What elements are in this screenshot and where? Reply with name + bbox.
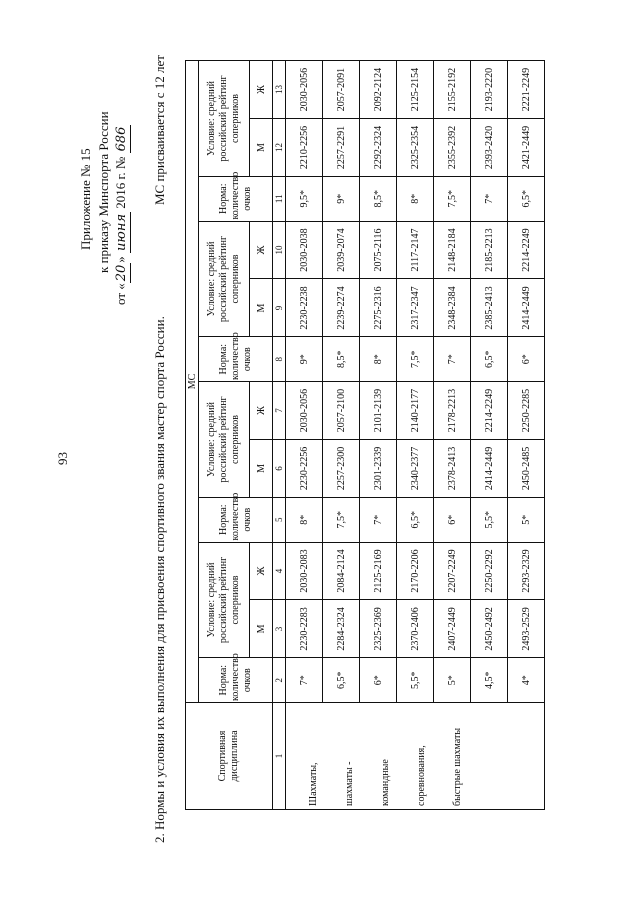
col-index: 12 [273,119,286,177]
discipline-cell [286,703,545,810]
table-cell: 2325-2369 [360,600,397,658]
discipline-line: быстрые шахматы [452,727,463,806]
table-cell: 2378-2413 [434,439,471,497]
table-cell: 4* [508,658,545,703]
appendix-date-line [113,125,131,305]
table-cell: 2301-2339 [360,439,397,497]
table-cell: 6* [508,337,545,382]
table-cell: 4,5* [471,658,508,703]
age-note: МС присваивается с 12 лет [152,55,167,205]
date-mid: » [113,256,128,263]
discipline-line: командные [380,759,391,806]
discipline-line: шахматы - [344,761,355,806]
date-month: июня [114,213,129,251]
gender-m: М [250,279,273,337]
table-cell: 7* [360,497,397,542]
table-cell: 2185-2213 [471,221,508,279]
discipline-header: Спортивная дисциплина [186,703,273,810]
col-index: 2 [273,658,286,703]
table-row [323,61,360,810]
col-index: 6 [273,439,286,497]
table-cell: 2057-2091 [323,61,360,119]
col-index: 10 [273,221,286,279]
date-year: 2016 г. № [113,156,128,209]
table-cell: 2117-2147 [397,221,434,279]
table-cell: 2230-2238 [286,279,323,337]
table-cell: 2030-2038 [286,221,323,279]
table-cell: 8,5* [360,176,397,221]
table-cell: 2084-2124 [323,542,360,600]
table-cell: 2275-2316 [360,279,397,337]
norm-header-3: Норма: количество очков [199,337,273,382]
gender-f: Ж [250,61,273,119]
table-row [434,61,471,810]
table-cell: 2370-2406 [397,600,434,658]
col-index: 13 [273,61,286,119]
table-cell: 7,5* [397,337,434,382]
norms-table [185,60,545,810]
table-cell: 7* [434,337,471,382]
table-cell: 6,5* [397,497,434,542]
section-heading: 2. Нормы и условия их выполнения для присвоения спортивного звания мастер спорта России. [152,316,167,843]
table-cell: 5* [434,658,471,703]
table-cell: 2193-2220 [471,61,508,119]
norm-header-4: Норма: количество очков [199,176,273,221]
table-cell: 2317-2347 [397,279,434,337]
table-cell: 8* [286,497,323,542]
table-cell: 2325-2354 [397,119,434,177]
table-row [471,61,508,810]
table-cell: 5,5* [397,658,434,703]
table-cell: 2101-2139 [360,382,397,440]
table-cell: 2230-2256 [286,439,323,497]
table-cell: 2125-2154 [397,61,434,119]
table-cell: 2239-2274 [323,279,360,337]
table-cell: 2230-2283 [286,600,323,658]
table-cell: 2257-2300 [323,439,360,497]
gender-m: М [250,600,273,658]
col-index: 1 [273,703,286,810]
col-index: 4 [273,542,286,600]
table-cell: 9* [286,337,323,382]
gender-f: Ж [250,221,273,279]
gender-m: М [250,439,273,497]
table-cell: 6,5* [323,658,360,703]
norm-header-2: Норма: количество очков [199,497,273,542]
table-cell: 6* [360,658,397,703]
table-cell: 2450-2485 [508,439,545,497]
table-cell: 6,5* [471,337,508,382]
date-day: 20 [114,264,129,282]
gender-m: М [250,119,273,177]
table-cell: 2140-2177 [397,382,434,440]
col-index: 9 [273,279,286,337]
table-cell: 7,5* [323,497,360,542]
table-row [508,61,545,810]
table-cell: 2407-2449 [434,600,471,658]
ms-label: МС [186,61,199,703]
table-cell: 9,5* [286,176,323,221]
column-index-row [273,61,286,810]
table-cell: 2414-2449 [471,439,508,497]
table-row [360,61,397,810]
table-cell: 2250-2292 [471,542,508,600]
table-cell: 2030-2056 [286,61,323,119]
condition-header-4: Условие: средний российский рейтинг соперников [199,61,250,177]
table-cell: 2214-2249 [471,382,508,440]
table-cell: 2493-2529 [508,600,545,658]
col-index: 5 [273,497,286,542]
discipline-line: Шахматы, [308,762,319,806]
table-cell: 2450-2492 [471,600,508,658]
table-cell: 2207-2249 [434,542,471,600]
appendix-order-line: к приказу Минспорта России [96,111,111,273]
table-cell: 2348-2384 [434,279,471,337]
col-index: 8 [273,337,286,382]
condition-header-1: Условие: средний российский рейтинг соперников [199,542,250,658]
table-cell: 2414-2449 [508,279,545,337]
table-cell: 2170-2206 [397,542,434,600]
table-cell: 7* [286,658,323,703]
table-cell: 7,5* [434,176,471,221]
table-cell: 2250-2285 [508,382,545,440]
col-index: 11 [273,176,286,221]
table-cell: 9* [323,176,360,221]
table-cell: 2075-2116 [360,221,397,279]
table-cell: 7* [471,176,508,221]
table-cell: 8* [360,337,397,382]
table-cell: 5* [508,497,545,542]
table-cell: 2039-2074 [323,221,360,279]
norm-header-1: Норма: количество очков [199,658,273,703]
table-row [397,61,434,810]
table-cell: 2148-2184 [434,221,471,279]
discipline-line: соревнования, [416,745,427,806]
table-cell: 2030-2083 [286,542,323,600]
table-cell: 2155-2192 [434,61,471,119]
table-cell: 2292-2324 [360,119,397,177]
condition-header-3: Условие: средний российский рейтинг соперников [199,221,250,337]
table-cell: 2178-2213 [434,382,471,440]
col-index: 3 [273,600,286,658]
appendix-title: Приложение № 15 [78,148,93,250]
table-cell: 2284-2324 [323,600,360,658]
table-cell: 2293-2329 [508,542,545,600]
page-number: 93 [55,452,70,465]
header-row-groups [199,61,250,810]
table-cell: 2221-2249 [508,61,545,119]
table-row [286,61,323,810]
condition-header-2: Условие: средний российский рейтинг соперников [199,382,250,498]
table-cell: 2030-2056 [286,382,323,440]
table-cell: 8* [397,176,434,221]
table-cell: 2257-2291 [323,119,360,177]
table-cell: 2421-2449 [508,119,545,177]
table-cell: 2340-2377 [397,439,434,497]
table-cell: 6,5* [508,176,545,221]
date-prefix: от « [113,283,128,305]
header-row-ms [186,61,199,810]
table-cell: 8,5* [323,337,360,382]
table-cell: 2092-2124 [360,61,397,119]
table-cell: 2385-2413 [471,279,508,337]
table-cell: 2125-2169 [360,542,397,600]
table-cell: 6* [434,497,471,542]
col-index: 7 [273,382,286,440]
gender-f: Ж [250,382,273,440]
table-cell: 2355-2392 [434,119,471,177]
gender-f: Ж [250,542,273,600]
table-cell: 2214-2249 [508,221,545,279]
table-cell: 2393-2420 [471,119,508,177]
order-number: 686 [114,126,129,152]
table-cell: 2057-2100 [323,382,360,440]
table-cell: 2210-2256 [286,119,323,177]
table-cell: 5,5* [471,497,508,542]
